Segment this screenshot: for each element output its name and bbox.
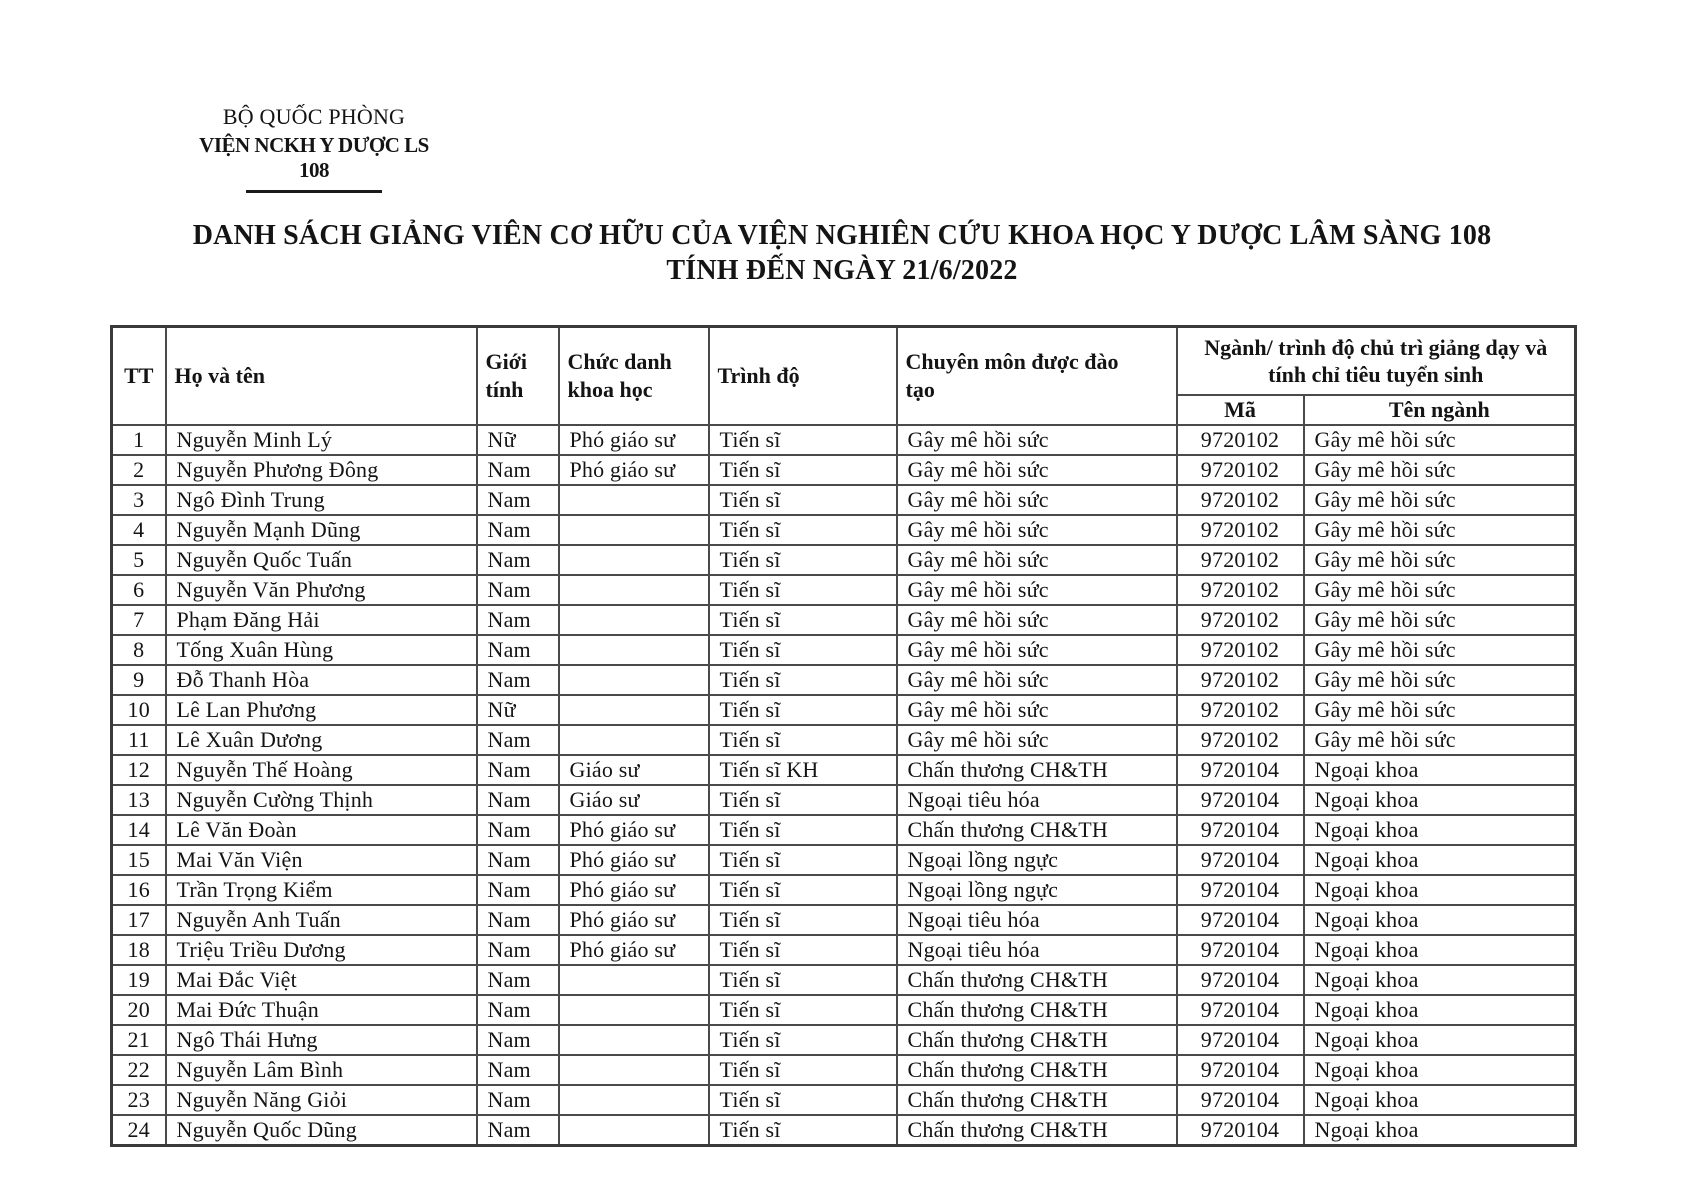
cell-code: 9720102 xyxy=(1177,545,1304,575)
ministry-name: BỘ QUỐC PHÒNG xyxy=(222,104,406,129)
cell-academic-title xyxy=(559,965,709,995)
lecturer-table-wrap xyxy=(110,325,1574,1147)
institute-name: VIỆN NCKH Y DƯỢC LS 108 xyxy=(199,133,429,182)
cell-code: 9720102 xyxy=(1177,575,1304,605)
table-row xyxy=(112,695,1576,725)
cell-specialty: Gây mê hồi sức xyxy=(897,725,1177,755)
cell-academic-title: Phó giáo sư xyxy=(559,425,709,455)
cell-gender: Nam xyxy=(477,605,559,635)
cell-name: Lê Lan Phương xyxy=(166,695,477,725)
cell-name: Nguyễn Quốc Dũng xyxy=(166,1115,477,1146)
cell-gender: Nam xyxy=(477,965,559,995)
cell-name: Trần Trọng Kiểm xyxy=(166,875,477,905)
cell-specialty: Chấn thương CH&TH xyxy=(897,1025,1177,1055)
cell-gender: Nam xyxy=(477,1055,559,1085)
cell-gender: Nam xyxy=(477,845,559,875)
cell-gender: Nam xyxy=(477,725,559,755)
cell-name: Phạm Đăng Hải xyxy=(166,605,477,635)
cell-academic-title xyxy=(559,725,709,755)
cell-specialty: Chấn thương CH&TH xyxy=(897,995,1177,1025)
cell-tt: 4 xyxy=(112,515,166,545)
cell-degree: Tiến sĩ xyxy=(709,485,897,515)
header-cell-major: Tên ngành xyxy=(1304,395,1576,425)
table-row xyxy=(112,1085,1576,1115)
cell-academic-title: Phó giáo sư xyxy=(559,875,709,905)
cell-major: Gây mê hồi sức xyxy=(1304,545,1576,575)
cell-specialty: Gây mê hồi sức xyxy=(897,605,1177,635)
header-cell-degree: Trình độ xyxy=(709,327,897,425)
table-row xyxy=(112,845,1576,875)
header-cell-group: Ngành/ trình độ chủ trì giảng dạy và tính chỉ tiêu tuyển sinh xyxy=(1177,327,1576,396)
table-header-row-main xyxy=(112,327,1576,396)
cell-tt: 14 xyxy=(112,815,166,845)
cell-code: 9720104 xyxy=(1177,1025,1304,1055)
cell-code: 9720104 xyxy=(1177,755,1304,785)
cell-degree: Tiến sĩ xyxy=(709,815,897,845)
cell-gender: Nữ xyxy=(477,425,559,455)
cell-tt: 9 xyxy=(112,665,166,695)
cell-name: Nguyễn Anh Tuấn xyxy=(166,905,477,935)
cell-gender: Nam xyxy=(477,785,559,815)
cell-name: Mai Văn Viện xyxy=(166,845,477,875)
cell-code: 9720104 xyxy=(1177,875,1304,905)
cell-name: Mai Đắc Việt xyxy=(166,965,477,995)
cell-name: Nguyễn Mạnh Dũng xyxy=(166,515,477,545)
cell-gender: Nam xyxy=(477,905,559,935)
cell-tt: 7 xyxy=(112,605,166,635)
cell-code: 9720104 xyxy=(1177,815,1304,845)
cell-code: 9720104 xyxy=(1177,1085,1304,1115)
cell-degree: Tiến sĩ xyxy=(709,935,897,965)
cell-tt: 21 xyxy=(112,1025,166,1055)
cell-specialty: Chấn thương CH&TH xyxy=(897,1085,1177,1115)
table-row xyxy=(112,515,1576,545)
table-row xyxy=(112,1025,1576,1055)
cell-name: Mai Đức Thuận xyxy=(166,995,477,1025)
cell-major: Ngoại khoa xyxy=(1304,1055,1576,1085)
cell-gender: Nam xyxy=(477,1085,559,1115)
cell-specialty: Chấn thương CH&TH xyxy=(897,1115,1177,1146)
cell-code: 9720104 xyxy=(1177,995,1304,1025)
cell-tt: 17 xyxy=(112,905,166,935)
cell-gender: Nam xyxy=(477,755,559,785)
cell-specialty: Chấn thương CH&TH xyxy=(897,755,1177,785)
cell-academic-title xyxy=(559,1055,709,1085)
cell-degree: Tiến sĩ xyxy=(709,605,897,635)
cell-name: Lê Văn Đoàn xyxy=(166,815,477,845)
cell-academic-title xyxy=(559,605,709,635)
cell-code: 9720104 xyxy=(1177,935,1304,965)
header-divider xyxy=(246,190,382,193)
table-row xyxy=(112,995,1576,1025)
table-row xyxy=(112,725,1576,755)
cell-code: 9720102 xyxy=(1177,455,1304,485)
cell-gender: Nam xyxy=(477,815,559,845)
cell-major: Ngoại khoa xyxy=(1304,935,1576,965)
cell-gender: Nam xyxy=(477,545,559,575)
cell-tt: 10 xyxy=(112,695,166,725)
cell-specialty: Gây mê hồi sức xyxy=(897,485,1177,515)
cell-degree: Tiến sĩ xyxy=(709,425,897,455)
cell-specialty: Gây mê hồi sức xyxy=(897,515,1177,545)
cell-tt: 18 xyxy=(112,935,166,965)
table-header xyxy=(112,327,1576,425)
cell-academic-title xyxy=(559,1025,709,1055)
cell-academic-title: Giáo sư xyxy=(559,755,709,785)
cell-major: Ngoại khoa xyxy=(1304,1085,1576,1115)
cell-name: Ngô Đình Trung xyxy=(166,485,477,515)
cell-tt: 11 xyxy=(112,725,166,755)
cell-name: Lê Xuân Dương xyxy=(166,725,477,755)
cell-tt: 1 xyxy=(112,425,166,455)
cell-tt: 24 xyxy=(112,1115,166,1146)
cell-academic-title xyxy=(559,635,709,665)
cell-name: Nguyễn Phương Đông xyxy=(166,455,477,485)
cell-degree: Tiến sĩ xyxy=(709,845,897,875)
cell-tt: 8 xyxy=(112,635,166,665)
cell-tt: 5 xyxy=(112,545,166,575)
cell-degree: Tiến sĩ xyxy=(709,965,897,995)
cell-specialty: Gây mê hồi sức xyxy=(897,665,1177,695)
cell-degree: Tiến sĩ xyxy=(709,1115,897,1146)
cell-specialty: Gây mê hồi sức xyxy=(897,545,1177,575)
table-row xyxy=(112,425,1576,455)
cell-tt: 13 xyxy=(112,785,166,815)
cell-tt: 2 xyxy=(112,455,166,485)
cell-gender: Nam xyxy=(477,575,559,605)
cell-major: Gây mê hồi sức xyxy=(1304,575,1576,605)
cell-degree: Tiến sĩ xyxy=(709,1055,897,1085)
cell-tt: 22 xyxy=(112,1055,166,1085)
cell-academic-title xyxy=(559,545,709,575)
table-row xyxy=(112,635,1576,665)
table-row xyxy=(112,785,1576,815)
cell-tt: 12 xyxy=(112,755,166,785)
cell-tt: 15 xyxy=(112,845,166,875)
cell-major: Ngoại khoa xyxy=(1304,1115,1576,1146)
cell-degree: Tiến sĩ xyxy=(709,905,897,935)
table-row xyxy=(112,815,1576,845)
table-row xyxy=(112,575,1576,605)
cell-tt: 6 xyxy=(112,575,166,605)
cell-name: Nguyễn Lâm Bình xyxy=(166,1055,477,1085)
cell-degree: Tiến sĩ xyxy=(709,695,897,725)
cell-academic-title: Phó giáo sư xyxy=(559,845,709,875)
cell-major: Gây mê hồi sức xyxy=(1304,515,1576,545)
cell-code: 9720102 xyxy=(1177,725,1304,755)
cell-code: 9720104 xyxy=(1177,1115,1304,1146)
cell-academic-title xyxy=(559,695,709,725)
cell-specialty: Gây mê hồi sức xyxy=(897,425,1177,455)
cell-degree: Tiến sĩ xyxy=(709,455,897,485)
cell-gender: Nam xyxy=(477,485,559,515)
cell-code: 9720104 xyxy=(1177,905,1304,935)
document-title-line-2: TÍNH ĐẾN NGÀY 21/6/2022 xyxy=(666,255,1018,286)
cell-academic-title xyxy=(559,485,709,515)
cell-degree: Tiến sĩ xyxy=(709,545,897,575)
header-cell-name: Họ và tên xyxy=(166,327,477,425)
cell-specialty: Ngoại tiêu hóa xyxy=(897,935,1177,965)
cell-tt: 20 xyxy=(112,995,166,1025)
cell-major: Ngoại khoa xyxy=(1304,755,1576,785)
cell-gender: Nam xyxy=(477,635,559,665)
cell-specialty: Chấn thương CH&TH xyxy=(897,965,1177,995)
cell-gender: Nam xyxy=(477,935,559,965)
header-cell-specialty-label: Chuyên môn được đào tạo xyxy=(905,349,1119,402)
document-title xyxy=(0,218,1684,288)
cell-code: 9720104 xyxy=(1177,785,1304,815)
cell-degree: Tiến sĩ xyxy=(709,995,897,1025)
cell-gender: Nam xyxy=(477,1025,559,1055)
cell-code: 9720102 xyxy=(1177,485,1304,515)
cell-name: Nguyễn Cường Thịnh xyxy=(166,785,477,815)
cell-specialty: Ngoại lồng ngực xyxy=(897,845,1177,875)
header-cell-academic-title: Chức danh khoa học xyxy=(559,327,709,425)
cell-degree: Tiến sĩ KH xyxy=(709,755,897,785)
cell-academic-title: Phó giáo sư xyxy=(559,905,709,935)
cell-degree: Tiến sĩ xyxy=(709,665,897,695)
cell-name: Tống Xuân Hùng xyxy=(166,635,477,665)
cell-name: Đỗ Thanh Hòa xyxy=(166,665,477,695)
cell-academic-title xyxy=(559,995,709,1025)
cell-specialty: Chấn thương CH&TH xyxy=(897,815,1177,845)
cell-major: Ngoại khoa xyxy=(1304,995,1576,1025)
cell-degree: Tiến sĩ xyxy=(709,1085,897,1115)
cell-specialty: Gây mê hồi sức xyxy=(897,455,1177,485)
cell-academic-title: Phó giáo sư xyxy=(559,815,709,845)
cell-academic-title: Phó giáo sư xyxy=(559,935,709,965)
cell-major: Gây mê hồi sức xyxy=(1304,635,1576,665)
cell-code: 9720102 xyxy=(1177,635,1304,665)
cell-major: Ngoại khoa xyxy=(1304,905,1576,935)
cell-code: 9720102 xyxy=(1177,515,1304,545)
cell-major: Gây mê hồi sức xyxy=(1304,485,1576,515)
document-title-line-1: DANH SÁCH GIẢNG VIÊN CƠ HỮU CỦA VIỆN NGHIÊN CỨU KHOA HỌC Y DƯỢC LÂM SÀNG 108 xyxy=(192,220,1492,251)
lecturer-table-body xyxy=(112,425,1576,1146)
cell-name: Nguyễn Văn Phương xyxy=(166,575,477,605)
cell-name: Nguyễn Quốc Tuấn xyxy=(166,545,477,575)
cell-tt: 16 xyxy=(112,875,166,905)
cell-major: Ngoại khoa xyxy=(1304,785,1576,815)
cell-gender: Nam xyxy=(477,995,559,1025)
cell-academic-title xyxy=(559,515,709,545)
lecturer-table xyxy=(110,325,1577,1147)
table-row xyxy=(112,1055,1576,1085)
cell-specialty: Gây mê hồi sức xyxy=(897,575,1177,605)
cell-specialty: Ngoại lồng ngực xyxy=(897,875,1177,905)
table-row xyxy=(112,455,1576,485)
cell-major: Ngoại khoa xyxy=(1304,965,1576,995)
cell-specialty: Gây mê hồi sức xyxy=(897,695,1177,725)
cell-name: Ngô Thái Hưng xyxy=(166,1025,477,1055)
cell-academic-title xyxy=(559,1085,709,1115)
cell-name: Nguyễn Minh Lý xyxy=(166,425,477,455)
cell-major: Gây mê hồi sức xyxy=(1304,455,1576,485)
cell-major: Gây mê hồi sức xyxy=(1304,425,1576,455)
cell-degree: Tiến sĩ xyxy=(709,635,897,665)
cell-academic-title xyxy=(559,1115,709,1146)
header-cell-code: Mã xyxy=(1177,395,1304,425)
cell-gender: Nam xyxy=(477,665,559,695)
table-row xyxy=(112,665,1576,695)
cell-degree: Tiến sĩ xyxy=(709,875,897,905)
cell-name: Nguyễn Thế Hoàng xyxy=(166,755,477,785)
table-row xyxy=(112,485,1576,515)
table-row xyxy=(112,935,1576,965)
cell-academic-title xyxy=(559,575,709,605)
table-row xyxy=(112,905,1576,935)
cell-specialty: Ngoại tiêu hóa xyxy=(897,905,1177,935)
cell-degree: Tiến sĩ xyxy=(709,785,897,815)
cell-major: Ngoại khoa xyxy=(1304,815,1576,845)
cell-gender: Nam xyxy=(477,515,559,545)
cell-gender: Nam xyxy=(477,1115,559,1146)
header-cell-tt: TT xyxy=(112,327,166,425)
cell-major: Gây mê hồi sức xyxy=(1304,605,1576,635)
cell-specialty: Gây mê hồi sức xyxy=(897,635,1177,665)
header-cell-specialty xyxy=(897,327,1177,425)
header-cell-gender: Giới tính xyxy=(477,327,559,425)
cell-major: Ngoại khoa xyxy=(1304,875,1576,905)
cell-academic-title: Giáo sư xyxy=(559,785,709,815)
cell-tt: 3 xyxy=(112,485,166,515)
cell-code: 9720104 xyxy=(1177,965,1304,995)
cell-degree: Tiến sĩ xyxy=(709,1025,897,1055)
org-header xyxy=(182,104,446,193)
table-row xyxy=(112,1115,1576,1146)
table-row xyxy=(112,605,1576,635)
cell-gender: Nam xyxy=(477,875,559,905)
cell-major: Gây mê hồi sức xyxy=(1304,725,1576,755)
cell-major: Gây mê hồi sức xyxy=(1304,665,1576,695)
cell-degree: Tiến sĩ xyxy=(709,725,897,755)
cell-major: Ngoại khoa xyxy=(1304,845,1576,875)
cell-tt: 23 xyxy=(112,1085,166,1115)
table-row xyxy=(112,965,1576,995)
cell-gender: Nữ xyxy=(477,695,559,725)
cell-academic-title: Phó giáo sư xyxy=(559,455,709,485)
cell-tt: 19 xyxy=(112,965,166,995)
cell-degree: Tiến sĩ xyxy=(709,575,897,605)
cell-name: Triệu Triều Dương xyxy=(166,935,477,965)
cell-code: 9720102 xyxy=(1177,695,1304,725)
cell-major: Ngoại khoa xyxy=(1304,1025,1576,1055)
table-row xyxy=(112,755,1576,785)
cell-major: Gây mê hồi sức xyxy=(1304,695,1576,725)
cell-code: 9720104 xyxy=(1177,1055,1304,1085)
cell-degree: Tiến sĩ xyxy=(709,515,897,545)
cell-academic-title xyxy=(559,665,709,695)
cell-name: Nguyễn Năng Giỏi xyxy=(166,1085,477,1115)
table-row xyxy=(112,875,1576,905)
cell-code: 9720102 xyxy=(1177,605,1304,635)
cell-gender: Nam xyxy=(477,455,559,485)
cell-code: 9720102 xyxy=(1177,425,1304,455)
cell-code: 9720102 xyxy=(1177,665,1304,695)
table-row xyxy=(112,545,1576,575)
cell-code: 9720104 xyxy=(1177,845,1304,875)
cell-specialty: Chấn thương CH&TH xyxy=(897,1055,1177,1085)
cell-specialty: Ngoại tiêu hóa xyxy=(897,785,1177,815)
